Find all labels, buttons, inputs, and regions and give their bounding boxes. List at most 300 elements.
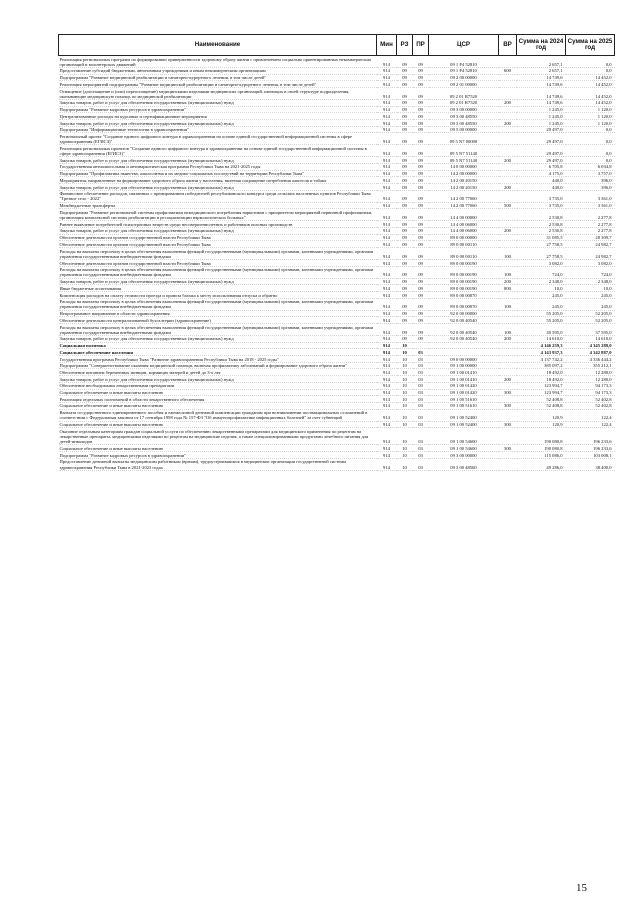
row-pr: 09 bbox=[413, 221, 429, 228]
row-vr bbox=[499, 81, 517, 88]
row-sum-2025: 14 452,0 bbox=[566, 81, 615, 88]
row-sum-2024: 385 097,2 bbox=[517, 362, 566, 369]
row-csr: 89 0 00 00190 bbox=[429, 260, 499, 267]
row-sum-2025: 245,0 bbox=[566, 298, 615, 310]
row-name: Социальное обеспечение населения bbox=[59, 349, 377, 356]
row-sum-2024: 724,0 bbox=[517, 266, 566, 278]
row-vr: 200 bbox=[499, 227, 517, 234]
row-rz: 09 bbox=[397, 74, 413, 81]
row-vr: 200 bbox=[499, 120, 517, 127]
row-name: Подпрограмма "Развитие кадровых ресурсов в здравоохранении" bbox=[59, 452, 377, 459]
row-pr: 09 bbox=[413, 163, 429, 170]
row-sum-2025: 396,0 bbox=[566, 177, 615, 184]
row-rz: 09 bbox=[397, 170, 413, 177]
row-vr bbox=[499, 382, 517, 389]
row-min: 914 bbox=[377, 88, 397, 100]
row-sum-2024: 4 146 259,3 bbox=[517, 342, 566, 349]
row-csr: 14 4 00 06000 bbox=[429, 227, 499, 234]
row-rz: 09 bbox=[397, 248, 413, 260]
row-vr bbox=[499, 221, 517, 228]
row-csr: 92 0 00 40540 bbox=[429, 324, 499, 336]
row-pr: 09 bbox=[413, 209, 429, 221]
row-min: 914 bbox=[377, 248, 397, 260]
table-row bbox=[59, 126, 615, 133]
row-csr: 09 2 00 00000 bbox=[429, 74, 499, 81]
row-sum-2025: 2 277,8 bbox=[566, 221, 615, 228]
row-min: 914 bbox=[377, 376, 397, 383]
row-sum-2025: 24 982,7 bbox=[566, 248, 615, 260]
table-row bbox=[59, 234, 615, 241]
row-pr bbox=[413, 342, 429, 349]
row-sum-2025: 0,0 bbox=[566, 56, 615, 68]
row-sum-2024: 1 245,0 bbox=[517, 106, 566, 113]
table-row bbox=[59, 81, 615, 88]
row-csr: 09 1 00 01420 bbox=[429, 382, 499, 389]
row-name: Обеспечение питанием беременных женщин, кормящих матерей и детей до 3-х лет bbox=[59, 369, 377, 376]
row-csr: 09 1 00 00000 bbox=[429, 362, 499, 369]
row-csr: 09 3 00 00000 bbox=[429, 106, 499, 113]
row-vr: 300 bbox=[499, 389, 517, 396]
budget-table-sheet bbox=[58, 34, 614, 471]
row-min: 914 bbox=[377, 157, 397, 164]
row-pr: 03 bbox=[413, 376, 429, 383]
row-sum-2024: 120,9 bbox=[517, 421, 566, 428]
row-sum-2024: 6 705,8 bbox=[517, 163, 566, 170]
row-rz: 10 bbox=[397, 421, 413, 428]
row-sum-2024: 440,0 bbox=[517, 177, 566, 184]
row-name: Подпрограмма "Развитие региональной системы профилактики немедицинского потребления наркотиков с приоритетом мероприятий первичной профилактики, организация комплексной системы реабилитации и ресоциализации наркологических больных" bbox=[59, 209, 377, 221]
row-csr: 14 2 00 00000 bbox=[429, 170, 499, 177]
row-sum-2024: 245,0 bbox=[517, 298, 566, 310]
table-row bbox=[59, 278, 615, 285]
row-vr bbox=[499, 458, 517, 470]
row-sum-2024: 3 735,0 bbox=[517, 190, 566, 202]
table-row bbox=[59, 349, 615, 356]
row-rz: 09 bbox=[397, 310, 413, 317]
row-pr: 09 bbox=[413, 113, 429, 120]
row-csr bbox=[429, 342, 499, 349]
row-sum-2025: 12 280,0 bbox=[566, 369, 615, 376]
row-sum-2024: 14 749,6 bbox=[517, 74, 566, 81]
row-sum-2025: 396,0 bbox=[566, 184, 615, 191]
row-csr: 09 1 P4 52810 bbox=[429, 67, 499, 74]
row-sum-2025: 1 120,0 bbox=[566, 106, 615, 113]
row-min: 914 bbox=[377, 369, 397, 376]
row-min: 914 bbox=[377, 356, 397, 363]
row-vr: 200 bbox=[499, 157, 517, 164]
row-sum-2025: 3 361,0 bbox=[566, 190, 615, 202]
row-sum-2025: 14 610,0 bbox=[566, 335, 615, 342]
row-vr: 600 bbox=[499, 67, 517, 74]
row-csr: 09 5 00 00000 bbox=[429, 126, 499, 133]
row-name: Обеспечение деятельности органов государственной власти Республики Тыва bbox=[59, 260, 377, 267]
row-sum-2024: 10,0 bbox=[517, 285, 566, 292]
row-sum-2025: 14 452,0 bbox=[566, 74, 615, 81]
row-min: 914 bbox=[377, 234, 397, 241]
table-row bbox=[59, 445, 615, 452]
table-row bbox=[59, 382, 615, 389]
row-rz: 10 bbox=[397, 389, 413, 396]
row-vr bbox=[499, 310, 517, 317]
row-pr: 03 bbox=[413, 396, 429, 403]
row-min: 914 bbox=[377, 452, 397, 459]
row-name: Подпрограмма "Информационные технологии в здравоохранении" bbox=[59, 126, 377, 133]
row-rz: 09 bbox=[397, 177, 413, 184]
row-pr: 03 bbox=[413, 409, 429, 421]
row-rz: 09 bbox=[397, 241, 413, 248]
row-csr: 89 0 00 00870 bbox=[429, 292, 499, 299]
row-min: 914 bbox=[377, 285, 397, 292]
row-min: 914 bbox=[377, 335, 397, 342]
row-sum-2024: 29 497,0 bbox=[517, 133, 566, 145]
row-sum-2025: 52 205,0 bbox=[566, 310, 615, 317]
row-rz: 09 bbox=[397, 106, 413, 113]
row-rz: 09 bbox=[397, 209, 413, 221]
table-row bbox=[59, 157, 615, 164]
row-rz: 09 bbox=[397, 157, 413, 164]
row-csr: 14 2 00 20150 bbox=[429, 177, 499, 184]
row-name: Социальное обеспечение и иные выплаты населению bbox=[59, 421, 377, 428]
row-pr: 09 bbox=[413, 67, 429, 74]
row-sum-2024: 27 758,5 bbox=[517, 248, 566, 260]
row-sum-2024: 1 245,0 bbox=[517, 113, 566, 120]
row-csr: 09 3 00 48550 bbox=[429, 120, 499, 127]
row-pr: 09 bbox=[413, 234, 429, 241]
row-min: 914 bbox=[377, 298, 397, 310]
row-csr: 89 0 00 00190 bbox=[429, 266, 499, 278]
row-name: Расходы на выплаты персоналу в целях обеспечения выполнения функций государственными (муниципальными) органами, казенными учреждениями, органами управления государственными внебюджетными фондами bbox=[59, 324, 377, 336]
row-csr: 09 0 00 00000 bbox=[429, 356, 499, 363]
table-row bbox=[59, 163, 615, 170]
row-rz: 09 bbox=[397, 317, 413, 324]
row-sum-2024: 2 348,0 bbox=[517, 278, 566, 285]
row-csr: 92 0 00 40540 bbox=[429, 335, 499, 342]
row-pr: 09 bbox=[413, 99, 429, 106]
row-pr: 09 bbox=[413, 324, 429, 336]
row-pr: 03 bbox=[413, 402, 429, 409]
row-sum-2024: 2 657,1 bbox=[517, 67, 566, 74]
row-sum-2024: 2 530,8 bbox=[517, 209, 566, 221]
row-sum-2025: 196 233,6 bbox=[566, 445, 615, 452]
row-min: 914 bbox=[377, 292, 397, 299]
row-sum-2024: 4 137 742,2 bbox=[517, 356, 566, 363]
row-rz: 09 bbox=[397, 184, 413, 191]
row-vr: 200 bbox=[499, 335, 517, 342]
row-min: 914 bbox=[377, 324, 397, 336]
row-min: 914 bbox=[377, 409, 397, 421]
row-csr: 09 3 00 00000 bbox=[429, 452, 499, 459]
row-vr bbox=[499, 356, 517, 363]
row-min: 914 bbox=[377, 382, 397, 389]
table-row bbox=[59, 396, 615, 403]
row-pr: 09 bbox=[413, 190, 429, 202]
row-sum-2025: 2 277,8 bbox=[566, 209, 615, 221]
table-row bbox=[59, 113, 615, 120]
row-pr: 03 bbox=[413, 382, 429, 389]
row-name: Оказание отдельным категориям граждан социальной услуги по обеспечению лекарственными препаратами для медицинского применения по рецептам на лекарственные препараты, медицинскими изделиями по рецептам на медицинские изделия, а также специализированными продуктами лечебного питания для детей-инвалидов bbox=[59, 428, 377, 445]
row-rz: 09 bbox=[397, 113, 413, 120]
row-min: 914 bbox=[377, 389, 397, 396]
row-pr: 09 bbox=[413, 292, 429, 299]
row-vr bbox=[499, 106, 517, 113]
row-vr bbox=[499, 369, 517, 376]
row-sum-2025: 94 173,3 bbox=[566, 382, 615, 389]
row-rz: 10 bbox=[397, 356, 413, 363]
table-row bbox=[59, 99, 615, 106]
row-name: Социальная политика bbox=[59, 342, 377, 349]
row-csr: 14 2 00 77060 bbox=[429, 190, 499, 202]
row-name: Обеспечение деятельности централизованной бухгалтерии (здравоохранение) bbox=[59, 317, 377, 324]
row-vr: 100 bbox=[499, 248, 517, 260]
row-sum-2024: 29 497,0 bbox=[517, 126, 566, 133]
row-vr: 300 bbox=[499, 402, 517, 409]
table-row bbox=[59, 310, 615, 317]
row-name: Обеспечение необходимыми лекарственными препаратами bbox=[59, 382, 377, 389]
row-min: 914 bbox=[377, 99, 397, 106]
row-rz: 09 bbox=[397, 126, 413, 133]
row-rz: 09 bbox=[397, 190, 413, 202]
table-row bbox=[59, 458, 615, 470]
row-min: 914 bbox=[377, 421, 397, 428]
row-sum-2024: 123 994,7 bbox=[517, 382, 566, 389]
row-name: Закупка товаров, работ и услуг для обеспечения государственных (муниципальных) нужд bbox=[59, 157, 377, 164]
row-csr: 09 1 00 52400 bbox=[429, 421, 499, 428]
row-min: 914 bbox=[377, 184, 397, 191]
row-csr: 89 0 00 00110 bbox=[429, 241, 499, 248]
row-vr: 500 bbox=[499, 202, 517, 209]
row-sum-2024: 3 735,0 bbox=[517, 202, 566, 209]
table-row bbox=[59, 452, 615, 459]
row-sum-2025: 6 034,8 bbox=[566, 163, 615, 170]
table-row bbox=[59, 342, 615, 349]
table-row bbox=[59, 260, 615, 267]
row-sum-2025: 52 205,0 bbox=[566, 317, 615, 324]
table-row bbox=[59, 241, 615, 248]
table-row bbox=[59, 356, 615, 363]
row-name: Подпрограмма "Развитие кадровых ресурсов в здравоохранении" bbox=[59, 106, 377, 113]
row-sum-2024: 14 749,6 bbox=[517, 81, 566, 88]
row-csr: 09 5 N7 51140 bbox=[429, 145, 499, 157]
row-min: 914 bbox=[377, 260, 397, 267]
row-vr bbox=[499, 342, 517, 349]
row-sum-2024: 18 492,0 bbox=[517, 376, 566, 383]
row-sum-2024: 49 286,0 bbox=[517, 458, 566, 470]
row-pr: 03 bbox=[413, 349, 429, 356]
row-csr: 09 3 00 48560 bbox=[429, 458, 499, 470]
row-sum-2025: 12 280,0 bbox=[566, 376, 615, 383]
row-csr: 89 0 00 00190 bbox=[429, 278, 499, 285]
row-pr: 09 bbox=[413, 81, 429, 88]
row-min: 914 bbox=[377, 177, 397, 184]
row-sum-2024: 120,9 bbox=[517, 409, 566, 421]
row-pr: 09 bbox=[413, 202, 429, 209]
row-min: 914 bbox=[377, 396, 397, 403]
row-csr: 14 2 00 77060 bbox=[429, 202, 499, 209]
row-csr: 89 0 00 00870 bbox=[429, 298, 499, 310]
row-min: 914 bbox=[377, 106, 397, 113]
row-vr bbox=[499, 170, 517, 177]
row-name: Обеспечение деятельности органов государственной власти Республики Тыва bbox=[59, 234, 377, 241]
header-sum-2024: Сумма на 2024 год bbox=[517, 35, 566, 56]
row-min: 914 bbox=[377, 120, 397, 127]
row-pr: 09 bbox=[413, 227, 429, 234]
row-sum-2025: 94 173,3 bbox=[566, 389, 615, 396]
row-min: 914 bbox=[377, 278, 397, 285]
table-row bbox=[59, 317, 615, 324]
row-min: 914 bbox=[377, 445, 397, 452]
row-sum-2024: 2 530,8 bbox=[517, 227, 566, 234]
row-sum-2025: 0,0 bbox=[566, 67, 615, 74]
row-csr: 92 0 00 00000 bbox=[429, 310, 499, 317]
row-name: Региональный проект "Создание единого цифрового контура в здравоохранении на основе единой государственной информационной системы в сфере здравоохранения (ЕГИСЗ)" bbox=[59, 133, 377, 145]
row-rz: 10 bbox=[397, 452, 413, 459]
table-row bbox=[59, 133, 615, 145]
row-min: 914 bbox=[377, 145, 397, 157]
row-sum-2024: 4 175,0 bbox=[517, 170, 566, 177]
table-row bbox=[59, 376, 615, 383]
row-sum-2024: 29 497,0 bbox=[517, 145, 566, 157]
row-csr: 89 0 00 00000 bbox=[429, 234, 499, 241]
row-sum-2025: 0,0 bbox=[566, 145, 615, 157]
row-sum-2025: 0,0 bbox=[566, 133, 615, 145]
row-min: 914 bbox=[377, 202, 397, 209]
row-min: 914 bbox=[377, 67, 397, 74]
row-rz: 09 bbox=[397, 298, 413, 310]
table-row bbox=[59, 170, 615, 177]
row-name: Непрограммное направление в области здравоохранения bbox=[59, 310, 377, 317]
table-row bbox=[59, 88, 615, 100]
row-vr: 300 bbox=[499, 421, 517, 428]
row-sum-2025: 3 757,0 bbox=[566, 170, 615, 177]
header-vr: ВР bbox=[499, 35, 517, 56]
row-pr: 03 bbox=[413, 421, 429, 428]
row-rz: 09 bbox=[397, 234, 413, 241]
row-vr: 100 bbox=[499, 298, 517, 310]
row-csr: 14 4 00 00000 bbox=[429, 209, 499, 221]
row-vr bbox=[499, 396, 517, 403]
row-vr bbox=[499, 209, 517, 221]
row-name: Оснащение (дооснащение и (или) переоснащение) медицинскими изделиями медицинских организаций, имеющих в своей структуре подразделения, оказывающие медицинскую помощь по медицинской реабилитации bbox=[59, 88, 377, 100]
row-name: Расходы на выплаты персоналу в целях обеспечения выполнения функций государственными (муниципальными) органами, казенными учреждениями, органами управления государственными внебюджетными фондами bbox=[59, 298, 377, 310]
row-min: 914 bbox=[377, 56, 397, 68]
row-sum-2024: 190 080,8 bbox=[517, 428, 566, 445]
row-name: Межбюджетные трансферты bbox=[59, 202, 377, 209]
row-rz: 09 bbox=[397, 292, 413, 299]
row-name: Мероприятия, направленные на формирование здорового образа жизни у населения, включая сокращение потребления алкоголя и табака bbox=[59, 177, 377, 184]
row-pr: 03 bbox=[413, 458, 429, 470]
row-pr: 09 bbox=[413, 145, 429, 157]
row-name: Государственная программа Республики Тыва "Развитие здравоохранения Республики Тыва на 2018 - 2025 годы" bbox=[59, 356, 377, 363]
row-sum-2024: 18 492,0 bbox=[517, 369, 566, 376]
row-pr: 03 bbox=[413, 389, 429, 396]
row-pr: 09 bbox=[413, 120, 429, 127]
row-vr bbox=[499, 362, 517, 369]
table-body bbox=[59, 56, 615, 471]
page-number: 15 bbox=[576, 882, 587, 894]
row-rz: 09 bbox=[397, 120, 413, 127]
row-name: Подпрограмма "Совершенствование оказания медицинской помощи, включая профилактику заболеваний и формирование здорового образа жизни" bbox=[59, 362, 377, 369]
row-vr bbox=[499, 260, 517, 267]
row-sum-2024: 440,0 bbox=[517, 184, 566, 191]
row-vr: 200 bbox=[499, 99, 517, 106]
row-min: 914 bbox=[377, 342, 397, 349]
header-min: Мин bbox=[377, 35, 397, 56]
row-sum-2024: 1 245,0 bbox=[517, 120, 566, 127]
row-rz: 09 bbox=[397, 335, 413, 342]
row-sum-2025: 10,0 bbox=[566, 285, 615, 292]
row-rz: 10 bbox=[397, 428, 413, 445]
row-rz: 10 bbox=[397, 382, 413, 389]
row-pr: 09 bbox=[413, 126, 429, 133]
table-row bbox=[59, 190, 615, 202]
row-sum-2025: 355 212,1 bbox=[566, 362, 615, 369]
row-rz: 09 bbox=[397, 88, 413, 100]
row-sum-2024: 14 749,6 bbox=[517, 99, 566, 106]
row-name: Расходы на выплаты персоналу в целях обеспечения выполнения функций государственными (муниципальными) органами, казенными учреждениями, органами управления государственными внебюджетными фондами bbox=[59, 248, 377, 260]
row-vr bbox=[499, 241, 517, 248]
header-rz: РЗ bbox=[397, 35, 413, 56]
row-csr: 09 2 01 00000 bbox=[429, 81, 499, 88]
row-name: Расходы на выплаты персоналу в целях обеспечения выполнения функций государственными (муниципальными) органами, казенными учреждениями, органами управления государственными внебюджетными фондами bbox=[59, 266, 377, 278]
row-rz: 09 bbox=[397, 56, 413, 68]
row-min: 914 bbox=[377, 209, 397, 221]
row-min: 914 bbox=[377, 170, 397, 177]
row-rz: 10 bbox=[397, 445, 413, 452]
row-pr: 09 bbox=[413, 298, 429, 310]
row-pr: 09 bbox=[413, 266, 429, 278]
table-header-row bbox=[59, 35, 615, 56]
row-sum-2025: 3 082,0 bbox=[566, 260, 615, 267]
table-row bbox=[59, 248, 615, 260]
row-min: 914 bbox=[377, 317, 397, 324]
row-rz: 10 bbox=[397, 342, 413, 349]
row-vr bbox=[499, 349, 517, 356]
row-sum-2025: 122,4 bbox=[566, 409, 615, 421]
row-vr bbox=[499, 428, 517, 445]
row-sum-2025: 245,0 bbox=[566, 292, 615, 299]
row-csr: 09 1 00 52400 bbox=[429, 409, 499, 421]
row-name: Финансовое обеспечение расходов, связанных с премированием победителей республиканского конкурса среди сельских населенных пунктов Республики Тыва "Трезвое село - 2022" bbox=[59, 190, 377, 202]
row-pr: 09 bbox=[413, 157, 429, 164]
row-sum-2024: 52 408,8 bbox=[517, 396, 566, 403]
row-sum-2024: 55 205,0 bbox=[517, 310, 566, 317]
row-rz: 09 bbox=[397, 145, 413, 157]
header-csr: ЦСР bbox=[429, 35, 499, 56]
row-min: 914 bbox=[377, 126, 397, 133]
row-min: 914 bbox=[377, 113, 397, 120]
row-vr: 200 bbox=[499, 278, 517, 285]
row-name: Закупка товаров, работ и услуг для обеспечения государственных (муниципальных) нужд bbox=[59, 99, 377, 106]
row-rz: 09 bbox=[397, 260, 413, 267]
row-vr bbox=[499, 163, 517, 170]
row-pr: 09 bbox=[413, 241, 429, 248]
row-pr: 09 bbox=[413, 260, 429, 267]
row-min: 914 bbox=[377, 221, 397, 228]
row-pr: 09 bbox=[413, 248, 429, 260]
row-vr: 800 bbox=[499, 285, 517, 292]
row-min: 914 bbox=[377, 74, 397, 81]
row-rz: 09 bbox=[397, 266, 413, 278]
row-name: Реализация мероприятий подпрограммы "Развитие медицинской реабилитации и санаторно-курортного лечения, в том числе детей" bbox=[59, 81, 377, 88]
row-pr: 09 bbox=[413, 310, 429, 317]
row-rz: 10 bbox=[397, 409, 413, 421]
row-sum-2025: 3 361,0 bbox=[566, 202, 615, 209]
table-row bbox=[59, 421, 615, 428]
row-csr: 92 0 00 40540 bbox=[429, 317, 499, 324]
row-vr: 100 bbox=[499, 266, 517, 278]
row-vr bbox=[499, 317, 517, 324]
row-rz: 09 bbox=[397, 278, 413, 285]
